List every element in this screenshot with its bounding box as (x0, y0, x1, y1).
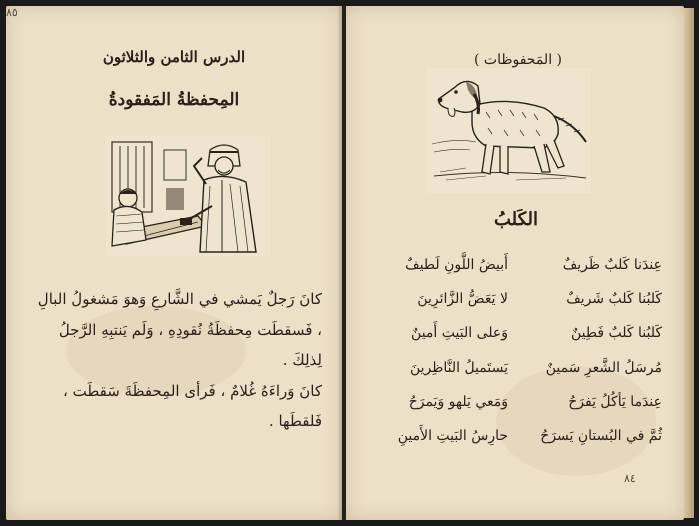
verse-first-half: كَلبُنا كَلبٌ شَريفٌ (566, 291, 662, 308)
verse-first-half: ثُمَّ في البُستانِ يَسرَحُ (540, 427, 662, 444)
verse-first-half: عِندَما يَأكُلُ يَفرَحُ (568, 393, 662, 410)
poem-verse (368, 385, 662, 419)
lesson-title: الدرس الثامن والثلاثون (102, 48, 246, 66)
poem (368, 248, 662, 453)
poem-verse (368, 282, 662, 316)
poem-verse (368, 419, 662, 453)
poem-title: الكَلبُ (493, 209, 539, 230)
paragraph: كانَ وَراءَهُ غُلامٌ ، فَرأى المِحفظَةَ سَقطَت ، فَلقطَها . (62, 381, 322, 430)
left-page (6, 6, 342, 520)
verse-second-half: يَستَميلُ النَّاظِرينَ (409, 359, 508, 376)
page-edges (684, 8, 694, 518)
dog-illustration (426, 68, 591, 193)
verse-first-half: عِندَنا كَلبٌ ظَريفٌ (562, 257, 662, 273)
man-returning-wallet-illustration (106, 136, 271, 256)
poem-verse (368, 248, 662, 282)
poem-verse (368, 316, 662, 350)
verse-second-half: وَمَعي يَلهو وَيَمرَحُ (408, 393, 508, 410)
verse-second-half: لا يَعَضُّ الزَّائرِينَ (417, 291, 508, 308)
verse-first-half: مُرسَلُ الشَّعرِ سَمينٌ (545, 359, 662, 376)
verse-second-half: وَعلى البَيتِ أَمينٌ (411, 325, 508, 342)
page-number-right: ٨٤ (624, 472, 636, 485)
verse-second-half: أَبيضُ اللَّونِ لَطيفٌ (405, 257, 508, 273)
section-title: ( المَحفوظات ) (473, 52, 562, 68)
lesson-subtitle: المِحفظةُ المَفقودةُ (108, 90, 240, 110)
lesson-text (34, 284, 322, 437)
page-number-left: ٨٥ (6, 6, 18, 19)
verse-second-half: حارِسُ البَيتِ الأَمينِ (397, 427, 508, 444)
paragraph: كانَ رَجلٌ يَمشي في الشَّارعِ وَهوَ مَشغولُ البالِ ، فَسقطَت مِحفظَةُ نُقودِهِ ، وَلَم يَنتبِهِ الرَّجلُ لِذلِكَ . (37, 290, 322, 369)
poem-verse (368, 351, 662, 385)
verse-first-half: كَلبُنا كَلبٌ فَطِينٌ (570, 325, 662, 342)
right-page (346, 6, 684, 520)
